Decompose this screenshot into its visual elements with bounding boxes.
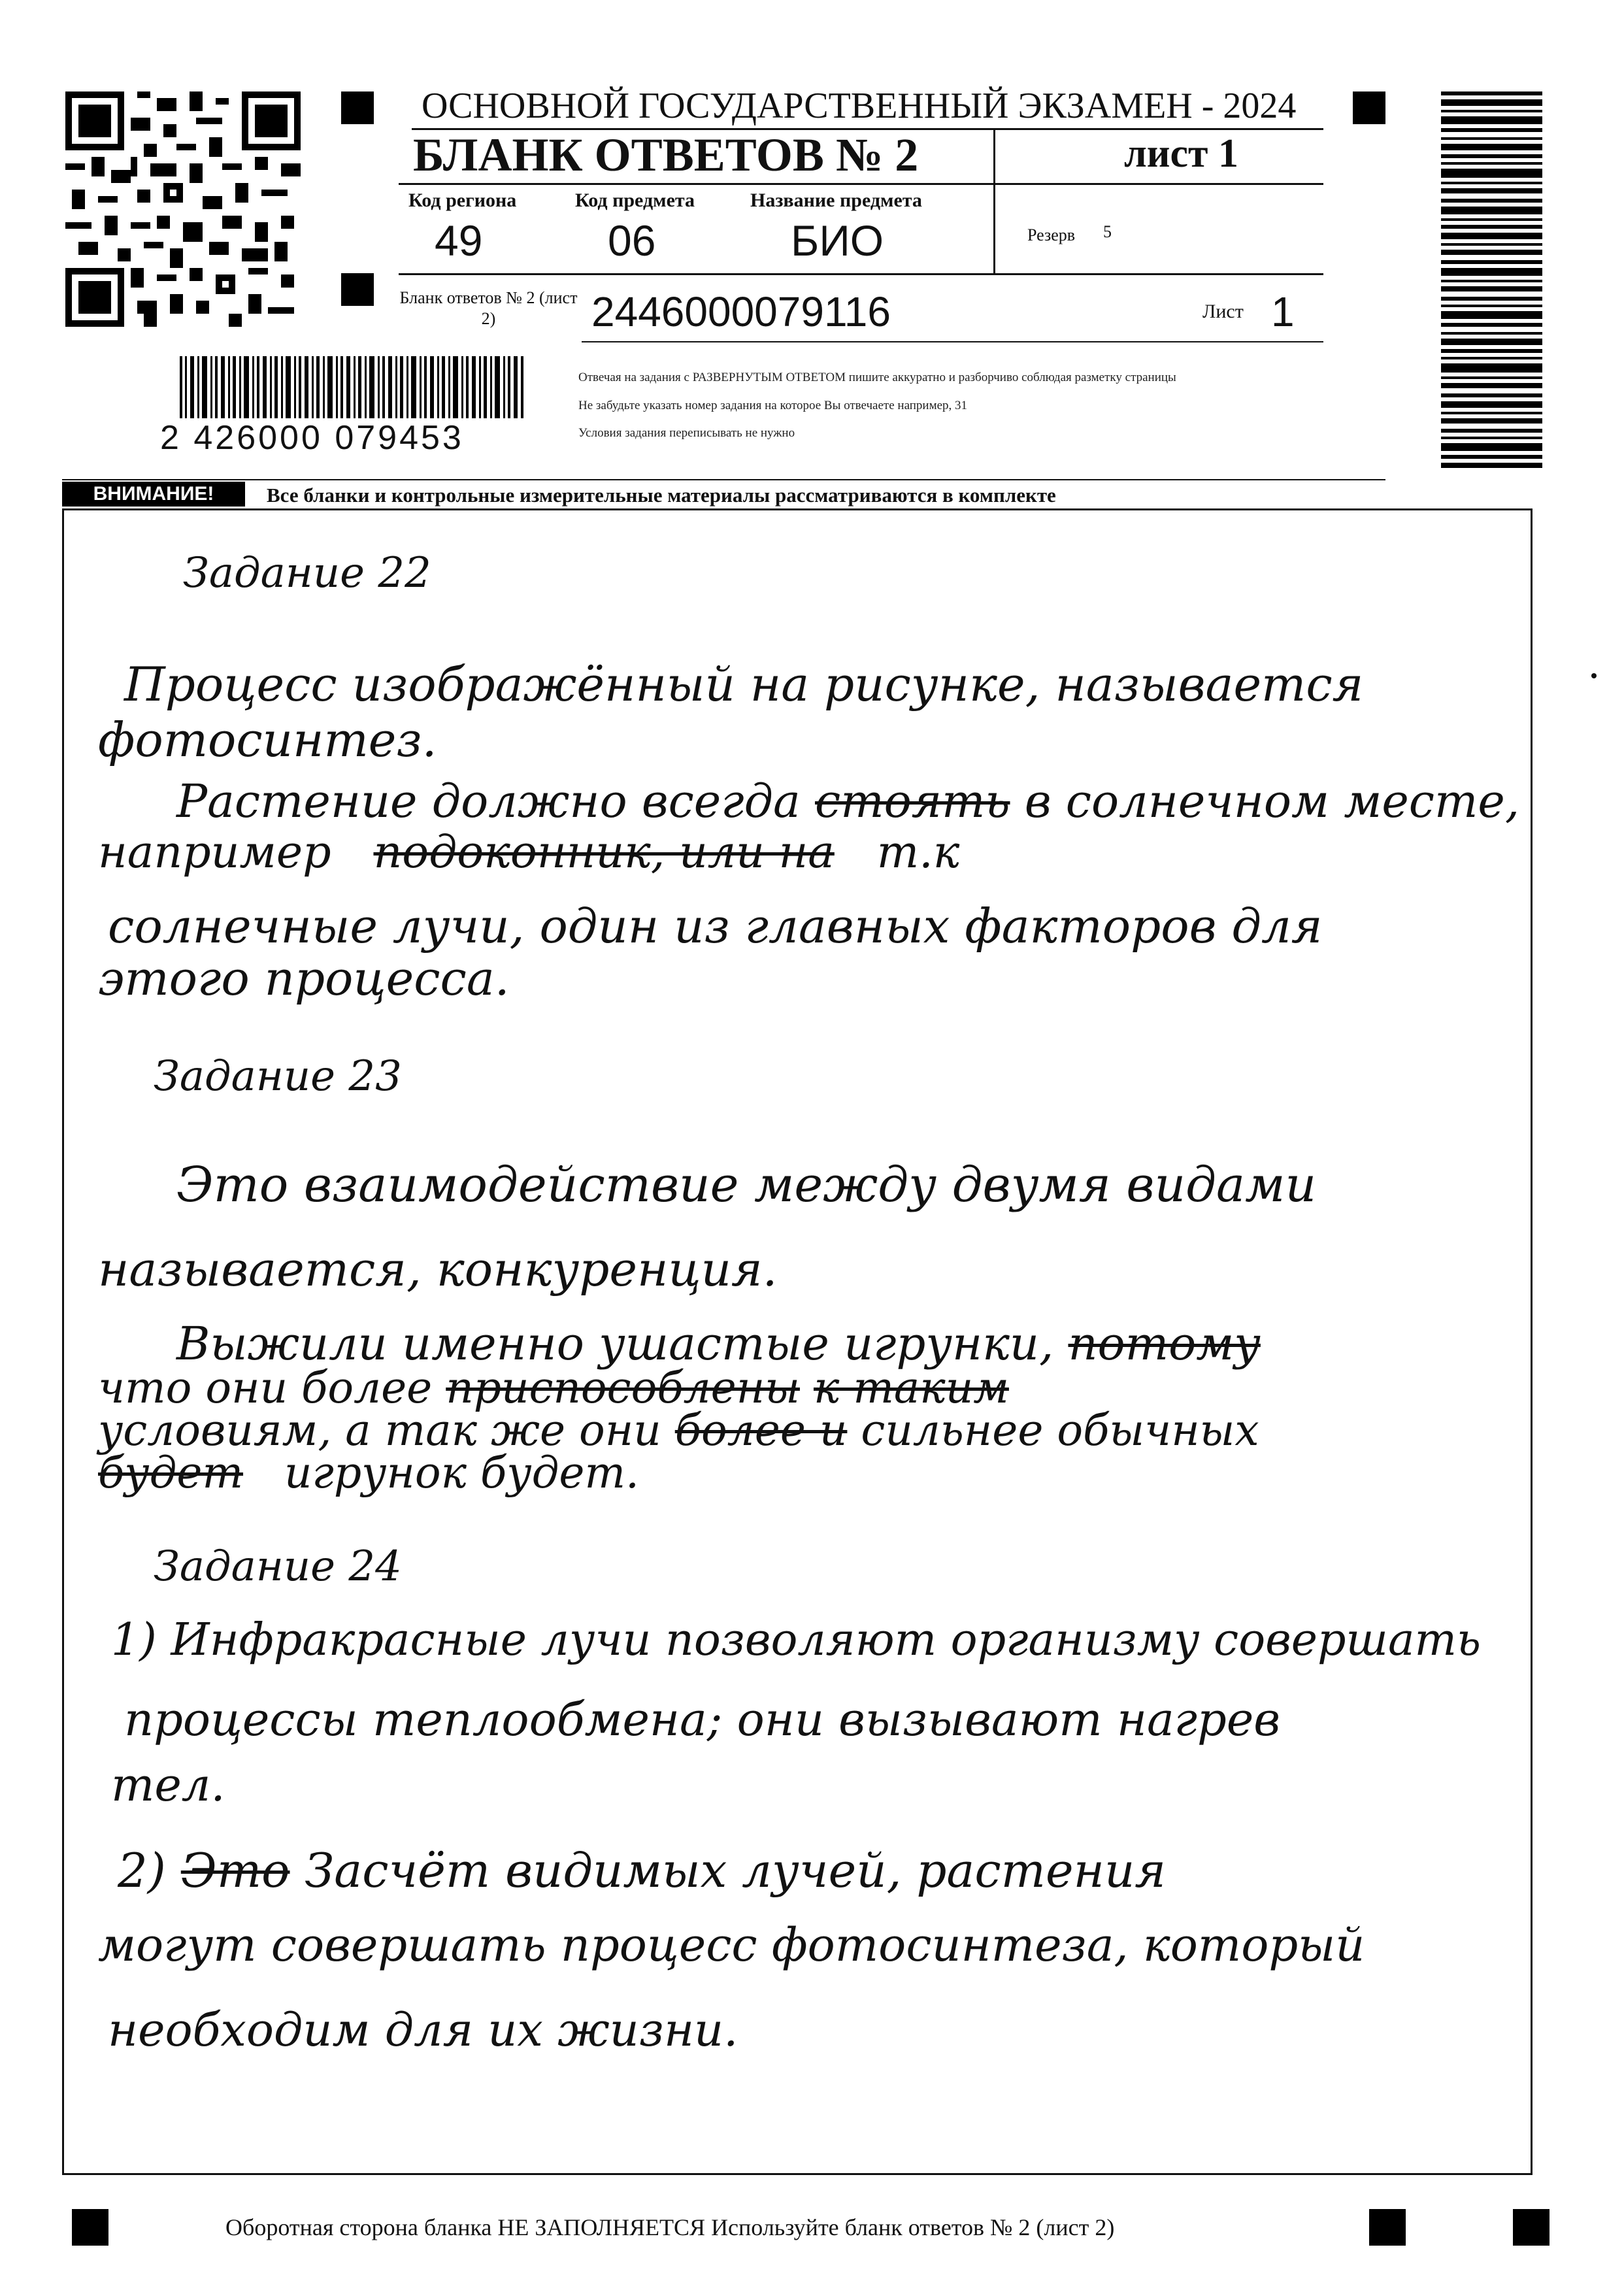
task22-line4c: т.к	[876, 827, 960, 878]
sheet-label: лист 1	[1124, 131, 1238, 176]
subject-name-value: БИО	[791, 216, 884, 265]
registration-mark-bottom-right	[1513, 2209, 1549, 2246]
task23-line5c: сильнее обычных	[861, 1405, 1259, 1455]
task24-line4	[118, 1843, 1166, 1898]
task24-heading: Задание 24	[154, 1542, 402, 1591]
task23-line5a: условиям, а так же они	[98, 1405, 661, 1455]
registration-mark-bottom-mid	[1369, 2209, 1406, 2246]
task23-line6	[98, 1448, 639, 1498]
instruction-1: Отвечая на задания с РАЗВЕРНУТЫМ ОТВЕТОМ пишите аккуратно и разборчиво соблюдая разметку страницы	[578, 371, 1176, 384]
subject-code-label: Код предмета	[575, 190, 695, 211]
header-divider	[993, 128, 995, 275]
vertical-barcode	[1441, 91, 1542, 471]
task24-line4b-crossed: Это	[180, 1843, 290, 1898]
task24-line5: могут совершать процесс фотосинтеза, который	[98, 1918, 1365, 1972]
attention-text: Все бланки и контрольные измерительные материалы рассматриваются в комплекте	[267, 484, 1056, 507]
registration-mark-top-right	[1353, 91, 1385, 124]
form-title: БЛАНК ОТВЕТОВ № 2	[413, 129, 919, 181]
attention-badge: ВНИМАНИЕ!	[62, 482, 245, 507]
subject-name-label: Название предмета	[750, 190, 922, 211]
task22-line4	[98, 827, 959, 878]
task24-line2: процессы теплообмена; они вызывают нагрев	[124, 1693, 1281, 1746]
task24-line6: необходим для их жизни.	[108, 2003, 738, 2057]
footer-text: Оборотная сторона бланка НЕ ЗАПОЛНЯЕТСЯ Используйте бланк ответов № 2 (лист 2)	[225, 2214, 1115, 2240]
task22-line3a: Растение должно всегда	[176, 774, 801, 828]
header-rule-mid	[399, 183, 993, 185]
reserve-value: 5	[1103, 222, 1112, 241]
task23-line2: называется, конкуренция.	[98, 1242, 778, 1297]
task22-line1: Процесс изображённый на рисунке, называется	[124, 657, 1364, 712]
task22-line5: солнечные лучи, один из главных факторов для	[108, 899, 1323, 954]
task23-line6a-crossed: будет	[98, 1448, 244, 1498]
horizontal-barcode	[180, 356, 526, 428]
reserve-label: Резерв	[1027, 225, 1076, 244]
exam-title: ОСНОВНОЙ ГОСУДАРСТВЕННЫЙ ЭКЗАМЕН - 2024	[422, 86, 1297, 126]
task22-line2: фотосинтез.	[98, 712, 437, 767]
task23-line4a: что они более	[98, 1363, 433, 1413]
task22-line3c: в солнечном месте,	[1024, 774, 1520, 828]
form-number: 2446000079116	[591, 288, 891, 335]
task22-line3	[176, 774, 1519, 828]
task24-line1: 1) Инфракрасные лучи позволяют организму совершать	[111, 1614, 1481, 1666]
qr-code	[65, 91, 301, 327]
task23-line4c-crossed: к таким	[813, 1363, 1009, 1413]
task24-line4a: 2)	[118, 1843, 166, 1898]
header-rule-right	[993, 183, 1323, 185]
registration-mark-mid-left	[341, 273, 374, 306]
form-number-underline	[582, 341, 1323, 342]
task23-line6b: игрунок будет.	[284, 1448, 640, 1498]
instruction-3: Условия задания переписывать не нужно	[578, 426, 795, 440]
region-value: 49	[435, 216, 483, 265]
task22-line4a: например	[98, 827, 331, 878]
task23-heading: Задание 23	[154, 1052, 402, 1101]
task23-line3b-crossed: потому	[1068, 1317, 1261, 1371]
form-sheet-label: Бланк ответов № 2 (лист 2)	[399, 288, 578, 328]
task24-line3: тел.	[111, 1758, 225, 1812]
attention-top-rule	[62, 479, 1385, 480]
sheet-num-value: 1	[1271, 288, 1295, 335]
subject-code-value: 06	[608, 216, 656, 265]
sheet-num-label: Лист	[1202, 301, 1244, 322]
task22-line3b-crossed: стоять	[814, 774, 1010, 828]
stray-dot	[1591, 673, 1597, 678]
header-rule-low	[399, 273, 1323, 275]
registration-mark-bottom-left	[72, 2209, 108, 2246]
task22-heading: Задание 22	[183, 549, 431, 597]
task22-line4b-crossed: подоконник, или на	[373, 827, 835, 878]
region-label: Код региона	[408, 190, 517, 211]
registration-mark-top-left	[341, 91, 374, 124]
task23-line4b-crossed: приспособлены	[446, 1363, 800, 1413]
task23-line5b-crossed: более и	[674, 1405, 848, 1455]
instruction-2: Не забудьте указать номер задания на которое Вы отвечаете например, 31	[578, 399, 968, 412]
task23-line1: Это взаимодействие между двумя видами	[176, 1157, 1317, 1213]
barcode-number: 2 426000 079453	[160, 418, 546, 457]
task23-line3a: Выжили именно ушастые игрунки,	[176, 1317, 1054, 1371]
task22-line6: этого процесса.	[98, 951, 510, 1006]
task24-line4c: Засчёт видимых лучей, растения	[305, 1843, 1167, 1898]
